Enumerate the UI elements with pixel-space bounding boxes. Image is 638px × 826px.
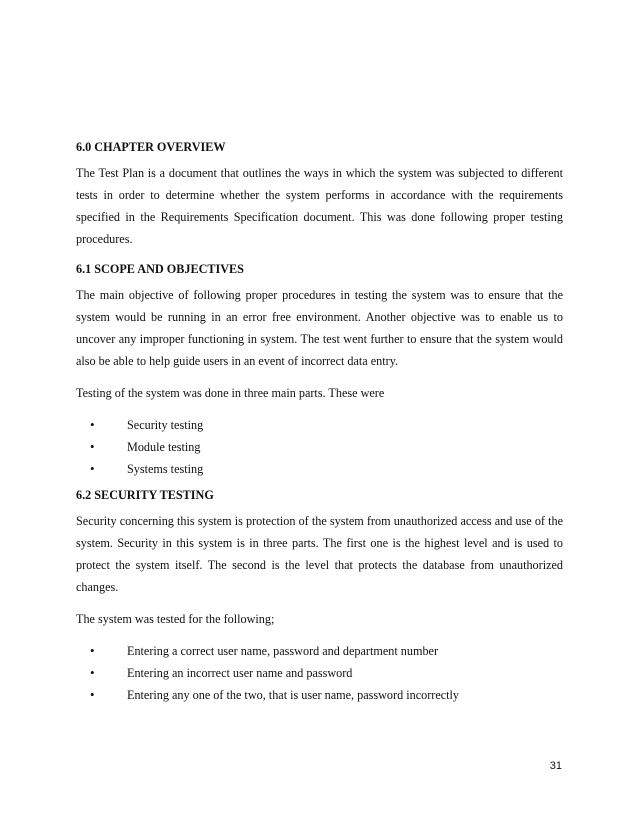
paragraph-chapter-overview: The Test Plan is a document that outlines the ways in which the system was subjected to different tests in order to determine whether the system performs in accordance with the requirements specified in the Requirements Specification document. This was done following proper testing procedures. bbox=[76, 166, 563, 246]
paragraph-scope-objectives: The main objective of following proper procedures in testing the system was to ensure that the system would be running in an error free environment. Another objective was to enable us to uncover any improper functioning in system. The test went further to ensure that the system would also be able to help guide users in an event of incorrect data entry. bbox=[76, 288, 563, 368]
section-heading-security-testing: 6.2 SECURITY TESTING bbox=[76, 488, 214, 502]
section-heading-scope-objectives: 6.1 SCOPE AND OBJECTIVES bbox=[76, 262, 244, 276]
paragraph-tested-for: The system was tested for the following; bbox=[76, 612, 275, 626]
security-tests-list bbox=[76, 640, 563, 706]
list-item: • Module testing bbox=[88, 436, 563, 458]
section-heading-chapter-overview: 6.0 CHAPTER OVERVIEW bbox=[76, 140, 226, 154]
testing-parts-list bbox=[76, 414, 563, 480]
list-item: • Entering a correct user name, password and department number bbox=[88, 640, 563, 662]
page-number: 31 bbox=[549, 760, 562, 772]
list-item: • Entering any one of the two, that is user name, password incorrectly bbox=[88, 684, 563, 706]
list-item: • Systems testing bbox=[88, 458, 563, 480]
list-item: • Security testing bbox=[88, 414, 563, 436]
page-body bbox=[76, 138, 563, 712]
paragraph-security-testing: Security concerning this system is protection of the system from unauthorized access and use of the system. Security in this system is in three parts. The first one is the highest level and is used to protect the system itself. The second is the level that protects the database from unauthorized changes. bbox=[76, 514, 563, 594]
list-item: • Entering an incorrect user name and password bbox=[88, 662, 563, 684]
paragraph-testing-parts: Testing of the system was done in three main parts. These were bbox=[76, 386, 385, 400]
